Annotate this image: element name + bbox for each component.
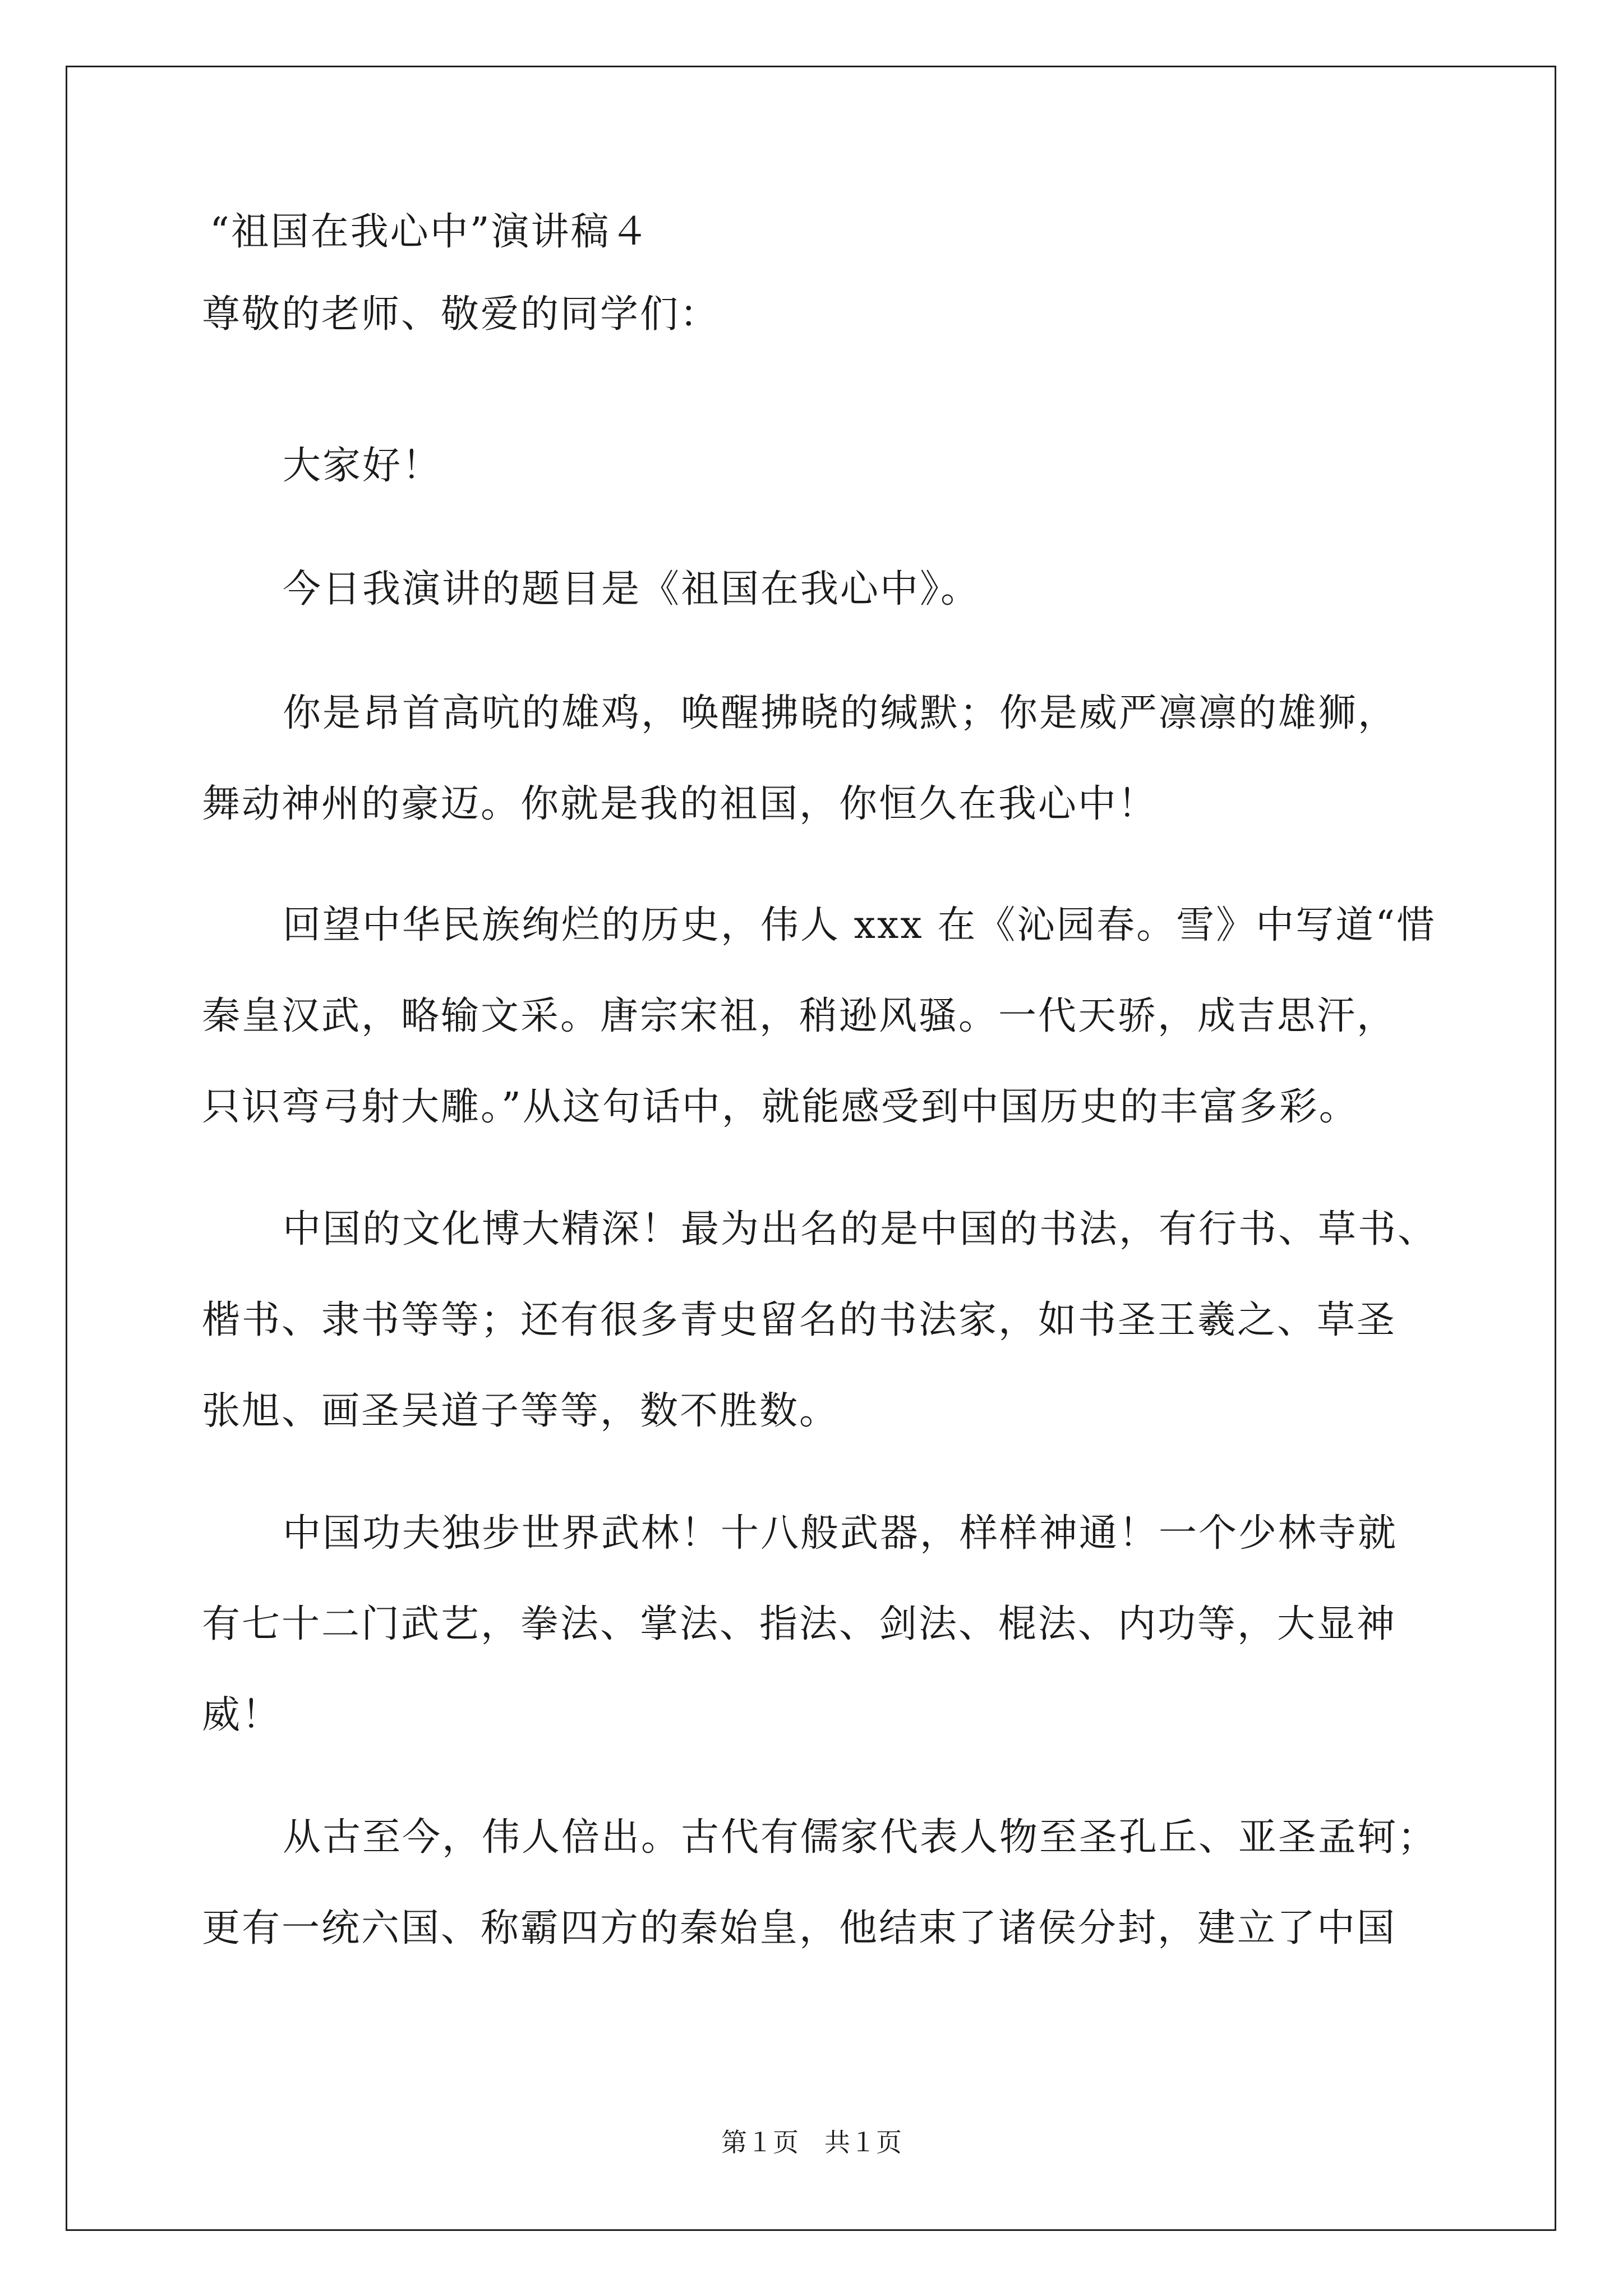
document-title: “祖国在我心中”演讲稿４ — [210, 210, 651, 254]
paragraph-line: 中国功夫独步世界武林！十八般武器，样样神通！一个少林寺就 — [283, 1511, 1398, 1556]
paragraph-line: 威！ — [202, 1693, 282, 1737]
paragraph-line: 中国的文化博大精深！最为出名的是中国的书法，有行书、草书、 — [283, 1207, 1438, 1251]
salutation: 尊敬的老师、敬爱的同学们： — [202, 292, 720, 337]
paragraph-line: 舞动神州的豪迈。你就是我的祖国，你恒久在我心中！ — [202, 782, 1158, 826]
paragraph-line: 有七十二门武艺，拳法、掌法、指法、剑法、棍法、内功等，大显神 — [202, 1602, 1397, 1646]
paragraph-line: 秦皇汉武，略输文采。唐宗宋祖，稍逊风骚。一代天骄，成吉思汗， — [202, 994, 1397, 1038]
page-footer: 第１页 共１页 — [721, 2127, 902, 2157]
paragraph-line: 今日我演讲的题目是《祖国在我心中》。 — [283, 567, 981, 611]
paragraph-line: 回望中华民族绚烂的历史，伟人 xxx 在《沁园春。雪》中写道“惜 — [283, 903, 1437, 947]
paragraph-line: 大家好！ — [283, 444, 442, 488]
paragraph-line: 更有一统六国、称霸四方的秦始皇，他结束了诸侯分封，建立了中国 — [202, 1906, 1397, 1950]
paragraph-line: 张旭、画圣吴道子等等，数不胜数。 — [202, 1389, 840, 1433]
paragraph-line: 只识弯弓射大雕。”从这句话中，就能感受到中国历史的丰富多彩。 — [202, 1085, 1359, 1129]
paragraph-line: 楷书、隶书等等；还有很多青史留名的书法家，如书圣王羲之、草圣 — [202, 1298, 1397, 1342]
paragraph-line: 你是昂首高吭的雄鸡，唤醒拂晓的缄默；你是威严凛凛的雄狮， — [283, 691, 1398, 735]
paragraph-line: 从古至今，伟人倍出。古代有儒家代表人物至圣孔丘、亚圣孟轲； — [283, 1815, 1438, 1860]
